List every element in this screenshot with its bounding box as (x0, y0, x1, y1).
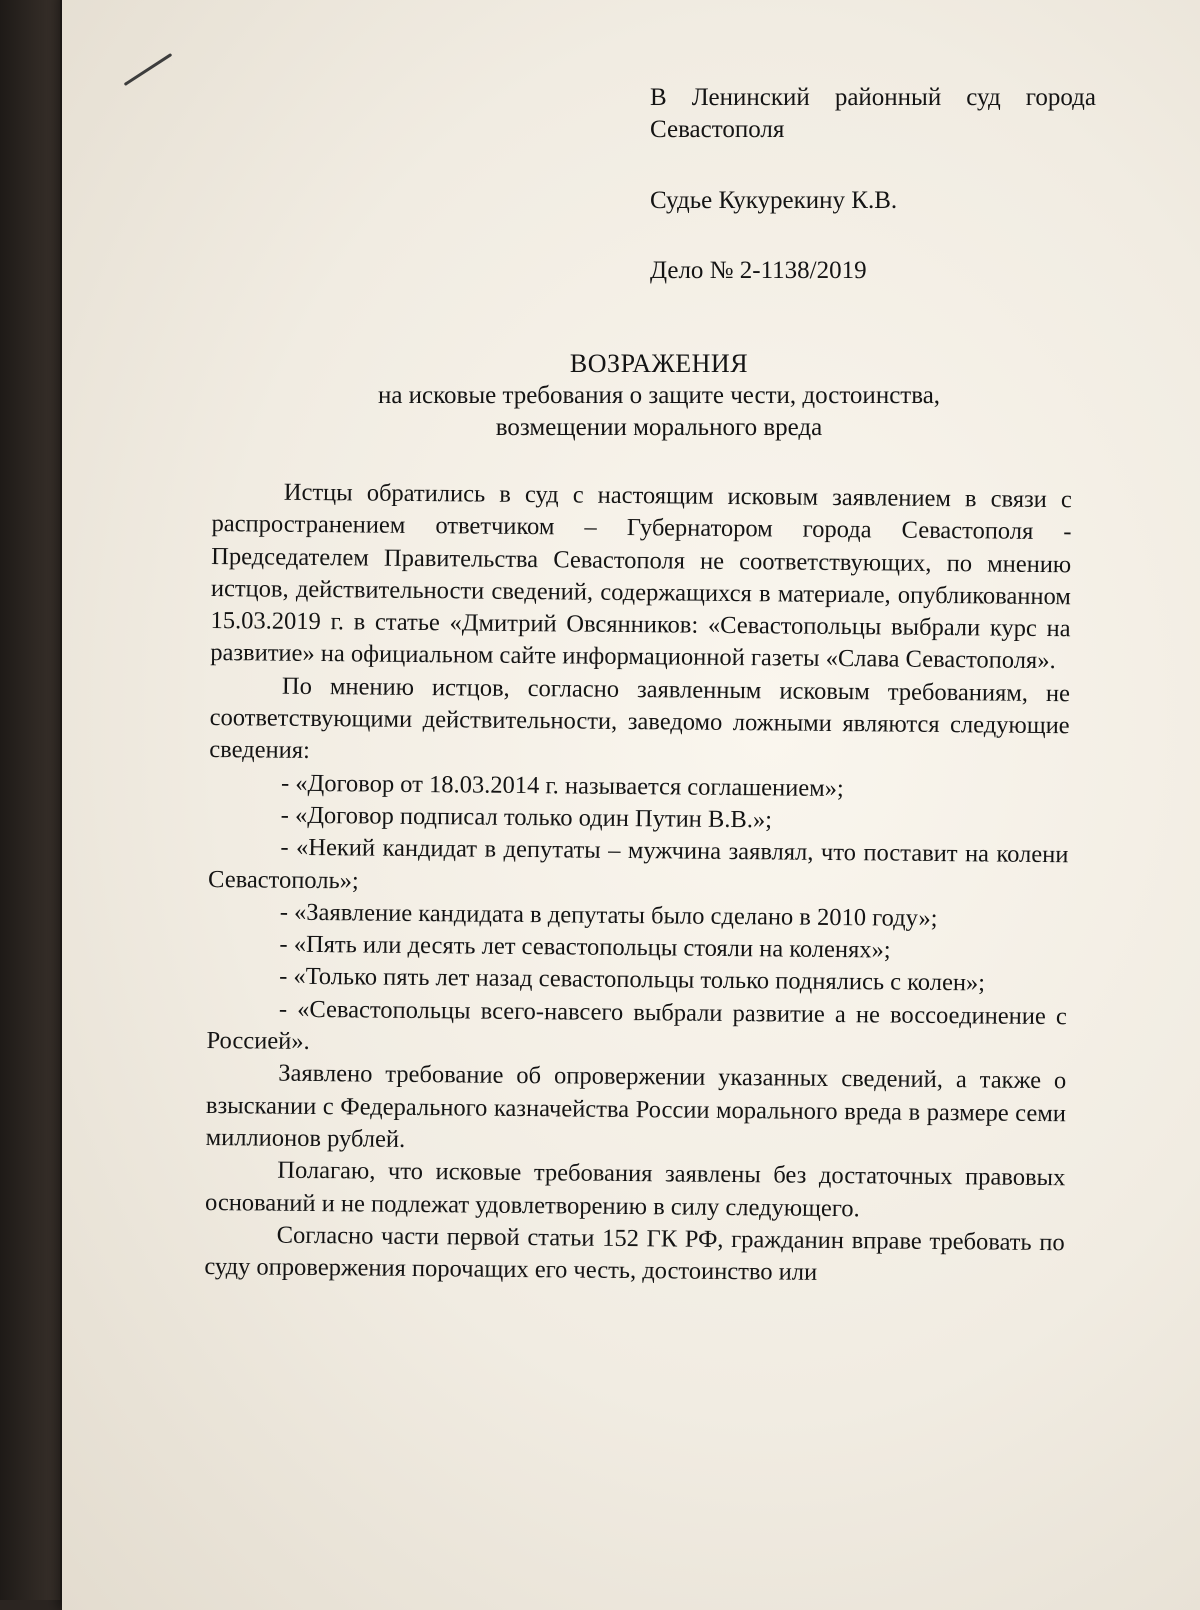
body-paragraph-4: Полагаю, что исковые требования заявлены без достаточных правовых оснований и не подлежат удовлетворению в силу следующего. (204, 1156, 1066, 1222)
disputed-statement: - «Севастопольцы всего-навсего выбрали развитие а не воссоединение с Россией». (206, 995, 1067, 1056)
disputed-statement: - «Пять или десять лет севастопольцы стояли на коленях»; (279, 930, 891, 964)
document-heading (212, 348, 1106, 444)
judge-name: Судье Кукурекину К.В. (650, 187, 898, 214)
document-subtitle-line-2: возмещении морального вреда (495, 414, 823, 441)
disputed-statement: - «Заявление кандидата в депутаты было сделано в 2010 году»; (279, 898, 938, 932)
disputed-statements-list (206, 767, 1069, 1066)
document-page (62, 0, 1200, 1610)
addressee-block (650, 82, 1096, 287)
document-body (204, 476, 1072, 1292)
document-subtitle-line-1: на исковые требования о защите чести, достоинства, (377, 382, 941, 409)
court-name: В Ленинский районный суд города Севастополя (650, 84, 1096, 143)
disputed-statement: - «Только пять лет назад севастопольцы только поднялись с колен»; (279, 963, 986, 997)
case-number: Дело № 2-1138/2019 (650, 257, 867, 284)
staple-mark (124, 53, 173, 86)
disputed-statement: - «Некий кандидат в депутаты – мужчина заявлял, что поставит на колени Севастополь»; (208, 833, 1069, 894)
disputed-statement: - «Договор от 18.03.2014 г. называется соглашением»; (280, 769, 844, 802)
body-paragraph-3: Заявлено требование об опровержении указанных сведений, а также о взыскании с Федерального казначейства России морального вреда в размере семи миллионов рублей. (205, 1060, 1067, 1153)
body-paragraph-5: Согласно части первой статьи 152 ГК РФ, гражданин вправе требовать по суду опровержения порочащих его честь, достоинство или (204, 1221, 1065, 1286)
body-paragraph-2: По мнению истцов, согласно заявленным исковым требованиям, не соответствующими действительности, заведомо ложными являются следующие сведения: (209, 672, 1071, 765)
disputed-statement: - «Договор подписал только один Путин В.В.»; (280, 801, 773, 834)
document-title: ВОЗРАЖЕНИЯ (569, 349, 749, 378)
body-paragraph-1: Истцы обратились в суд с настоящим исковым заявлением в связи с распространением ответчиком – Губернатором города Севастополя - Председателем Правительства Севастополя не соответствующих, по мнению истцов, действительности сведений, содержащихся в материале, опубликованном 15.03.2019 г. в статье «Дмитрий Овсянников: «Севастопольцы выбрали курс на развитие» на официальном сайте информационной газеты «Слава Севастополя». (210, 478, 1072, 675)
background-edge (0, 0, 60, 1600)
